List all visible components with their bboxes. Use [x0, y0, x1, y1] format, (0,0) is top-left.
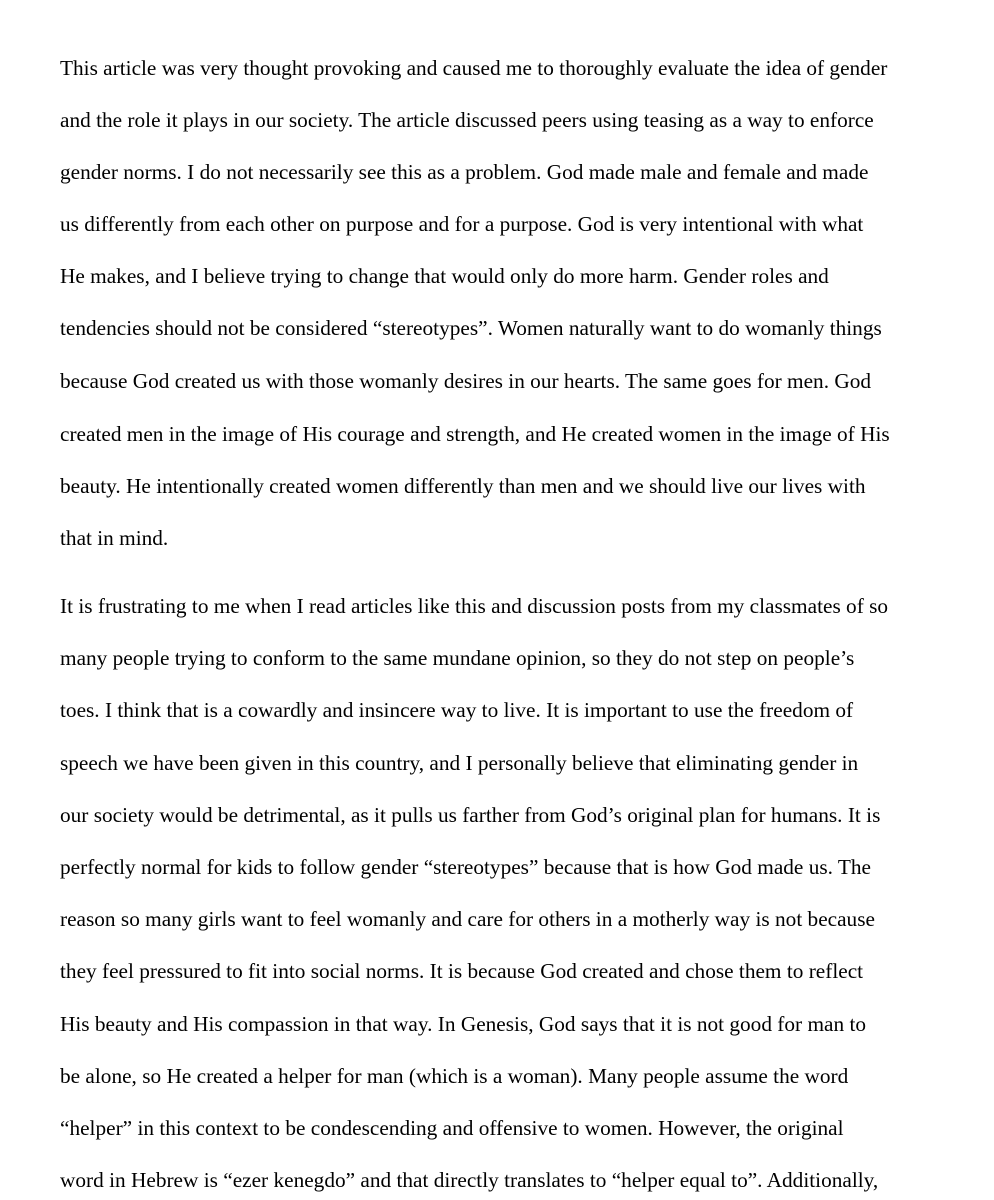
paragraph-2-line-8: they feel pressured to fit into social norms. It is because God created and chose them to reflect: [60, 959, 864, 983]
paragraph-1-line-6: tendencies should not be considered “stereotypes”. Women naturally want to do womanly things: [60, 316, 882, 340]
paragraph-1-line-5: He makes, and I believe trying to change that would only do more harm. Gender roles and: [60, 264, 829, 288]
paragraph-2-line-3: toes. I think that is a cowardly and insincere way to live. It is important to use the freedom of: [60, 698, 854, 722]
paragraph-1-line-8: created men in the image of His courage and strength, and He created women in the image of His: [60, 422, 890, 446]
paragraph-2-line-1: It is frustrating to me when I read articles like this and discussion posts from my classmates of so: [60, 594, 889, 618]
paragraph-1-line-2: and the role it plays in our society. The article discussed peers using teasing as a way to enforce: [60, 108, 874, 132]
paragraph-2-line-2: many people trying to conform to the same mundane opinion, so they do not step on people’s: [60, 646, 855, 670]
paragraph-1-line-4: us differently from each other on purpose and for a purpose. God is very intentional with what: [60, 212, 864, 236]
paragraph-1-line-7: because God created us with those womanly desires in our hearts. The same goes for men. God: [60, 369, 872, 393]
paragraph-2-line-7: reason so many girls want to feel womanly and care for others in a motherly way is not because: [60, 907, 875, 931]
paragraph-2-line-5: our society would be detrimental, as it pulls us farther from God’s original plan for humans. It is: [60, 803, 881, 827]
paragraph-1-line-1: This article was very thought provoking and caused me to thoroughly evaluate the idea of gender: [60, 56, 888, 80]
paragraph-2-line-10: be alone, so He created a helper for man (which is a woman). Many people assume the word: [60, 1064, 849, 1088]
paragraph-2-line-6: perfectly normal for kids to follow gender “stereotypes” because that is how God made us. The: [60, 855, 872, 879]
paragraph-2-line-12: word in Hebrew is “ezer kenegdo” and that directly translates to “helper equal to”. Additionally,: [60, 1168, 879, 1192]
paragraph-2-line-9: His beauty and His compassion in that way. In Genesis, God says that it is not good for man to: [60, 1012, 867, 1036]
paragraph-1-line-10: that in mind.: [60, 526, 169, 550]
paragraph-1-line-3: gender norms. I do not necessarily see this as a problem. God made male and female and made: [60, 160, 869, 184]
paragraph-2-line-11: “helper” in this context to be condescending and offensive to women. However, the original: [60, 1116, 844, 1140]
paragraph-1-line-9: beauty. He intentionally created women differently than men and we should live our lives with: [60, 474, 866, 498]
paragraph-2-line-4: speech we have been given in this country, and I personally believe that eliminating gender in: [60, 751, 859, 775]
